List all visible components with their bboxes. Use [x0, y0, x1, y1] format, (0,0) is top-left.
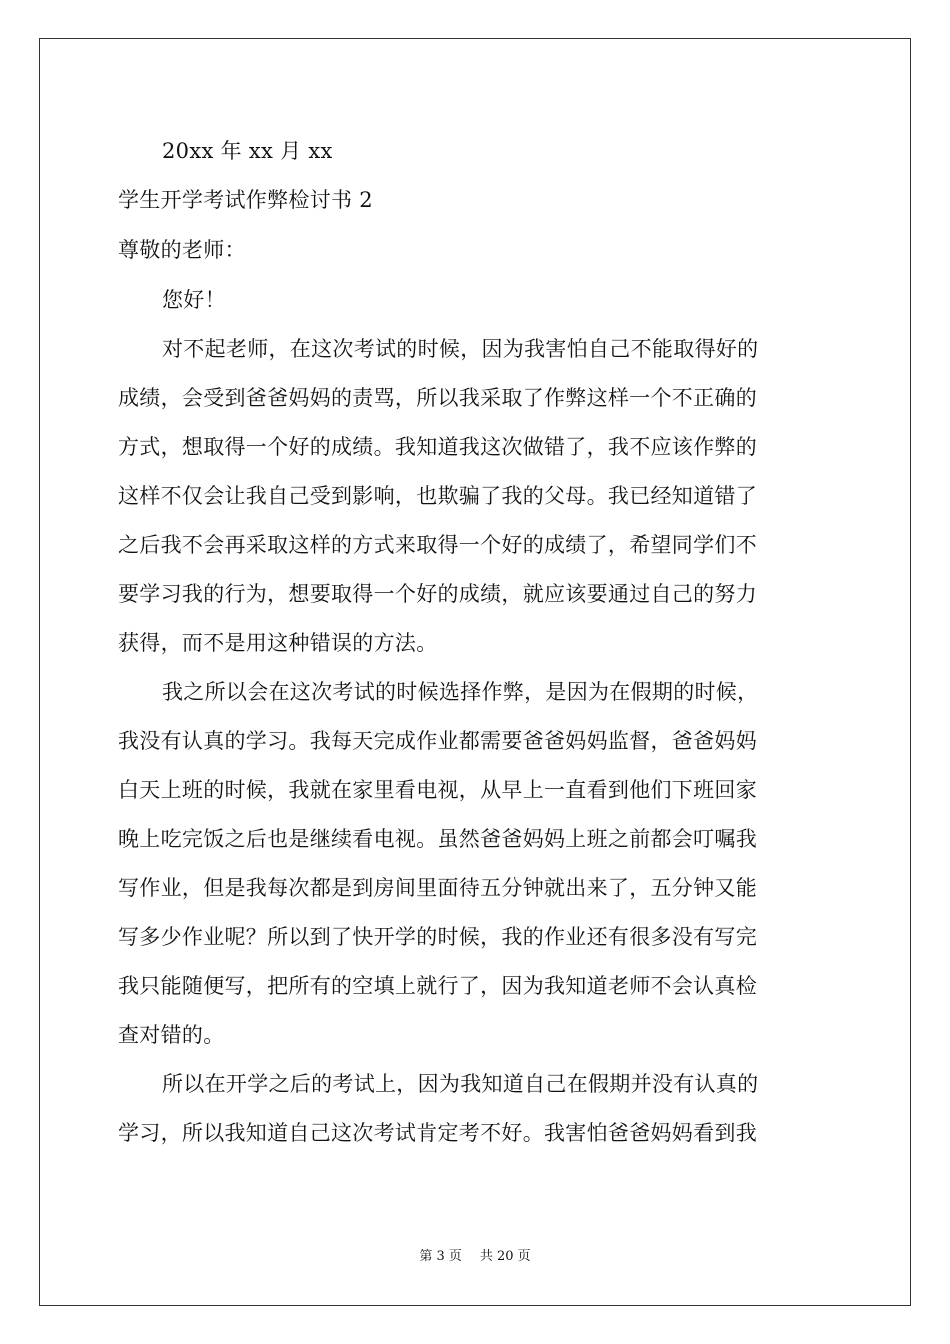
page-footer	[0, 1248, 950, 1266]
page-border	[39, 38, 911, 1306]
page-total: 共 20 页	[479, 1249, 531, 1264]
body-line: 白天上班的时候，我就在家里看电视，从早上一直看到他们下班回家	[118, 778, 757, 802]
body-line: 所以在开学之后的考试上，因为我知道自己在假期并没有认真的	[162, 1072, 759, 1096]
body-line: 我没有认真的学习。我每天完成作业都需要爸爸妈妈监督，爸爸妈妈	[118, 729, 757, 753]
greeting: 您好！	[162, 288, 226, 312]
body-line: 要学习我的行为，想要取得一个好的成绩，就应该要通过自己的努力	[118, 582, 757, 606]
body-line: 写多少作业呢？所以到了快开学的时候，我的作业还有很多没有写完	[118, 925, 757, 949]
page-number: 第 3 页	[419, 1249, 462, 1264]
body-line: 成绩，会受到爸爸妈妈的责骂，所以我采取了作弊这样一个不正确的	[118, 386, 757, 410]
document-date: 20xx 年 xx 月 xx	[162, 139, 333, 163]
body-line: 我之所以会在这次考试的时候选择作弊，是因为在假期的时候，	[162, 680, 759, 704]
body-line: 查对错的。	[118, 1023, 225, 1047]
body-line: 获得，而不是用这种错误的方法。	[118, 631, 438, 655]
body-line: 对不起老师，在这次考试的时候，因为我害怕自己不能取得好的	[162, 337, 759, 361]
salutation: 尊敬的老师：	[118, 238, 246, 262]
body-line: 方式，想取得一个好的成绩。我知道我这次做错了，我不应该作弊的	[118, 435, 757, 459]
body-line: 晚上吃完饭之后也是继续看电视。虽然爸爸妈妈上班之前都会叮嘱我	[118, 827, 757, 851]
document-title: 学生开学考试作弊检讨书 2	[118, 188, 373, 212]
body-line: 我只能随便写，把所有的空填上就行了，因为我知道老师不会认真检	[118, 974, 757, 998]
body-line: 学习，所以我知道自己这次考试肯定考不好。我害怕爸爸妈妈看到我	[118, 1121, 757, 1145]
body-line: 之后我不会再采取这样的方式来取得一个好的成绩了，希望同学们不	[118, 533, 757, 557]
body-line: 写作业，但是我每次都是到房间里面待五分钟就出来了，五分钟又能	[118, 876, 757, 900]
body-line: 这样不仅会让我自己受到影响，也欺骗了我的父母。我已经知道错了	[118, 484, 757, 508]
